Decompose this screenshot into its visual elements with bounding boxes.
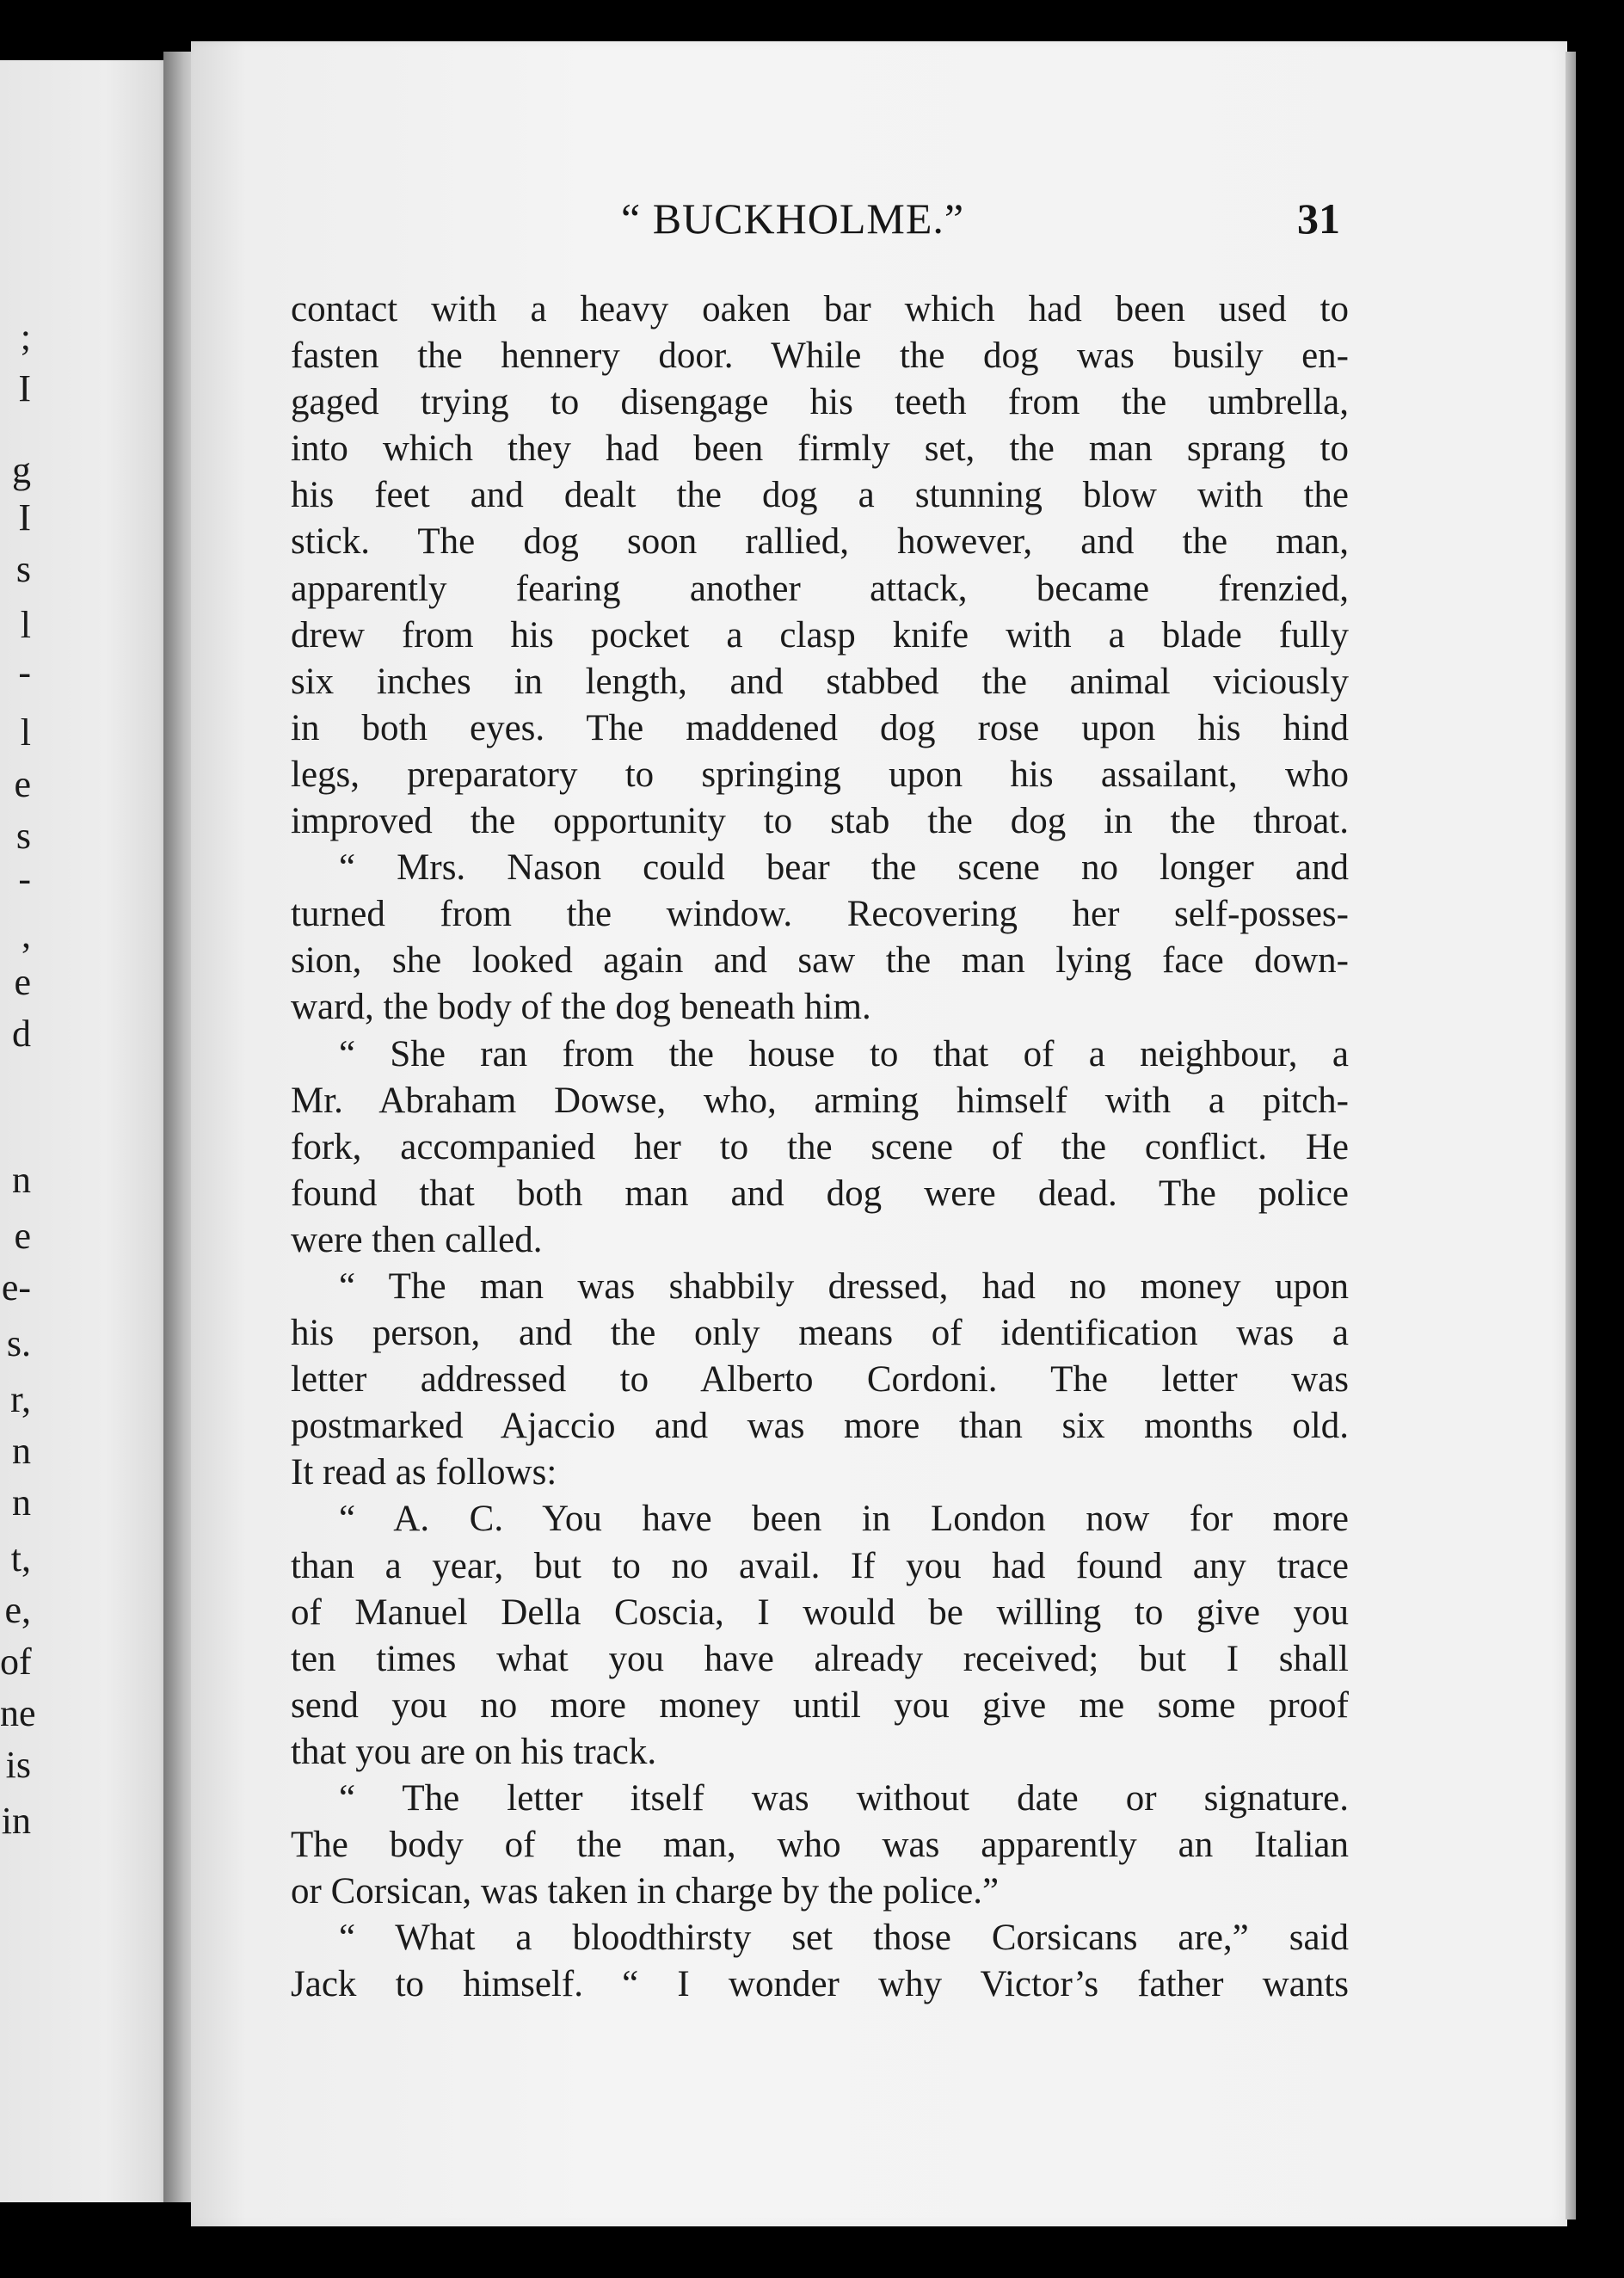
text-line: his feet and dealt the dog a stunning blow with the <box>291 475 1349 516</box>
text-line: “ Mrs. Nason could bear the scene no longer and <box>339 847 1349 889</box>
text-line: or Corsican, was taken in charge by the police.” <box>291 1871 1000 1912</box>
text-line: “ What a bloodthirsty set those Corsicans are,” said <box>339 1918 1349 1959</box>
running-head <box>621 194 1352 254</box>
text-line: his person, and the only means of identification was a <box>291 1313 1349 1354</box>
text-line: six inches in length, and stabbed the animal viciously <box>291 661 1349 702</box>
left-page-fragment: - <box>18 858 31 900</box>
left-page-fragment: n <box>12 1430 31 1472</box>
text-line: letter addressed to Alberto Cordoni. The letter was <box>291 1359 1349 1401</box>
left-page-fragment: s <box>15 815 31 857</box>
text-line: ward, the body of the dog beneath him. <box>291 987 871 1028</box>
text-line: “ A. C. You have been in London now for more <box>339 1499 1349 1540</box>
text-line: “ The man was shabbily dressed, had no money upon <box>339 1265 1349 1307</box>
text-line: send you no more money until you give me some proof <box>291 1684 1349 1726</box>
text-line: Jack to himself. “ I wonder why Victor’s father wants <box>291 1964 1349 2005</box>
left-page-fragment: n <box>12 1481 31 1524</box>
left-page-fragment: e- <box>1 1266 31 1308</box>
text-line: gaged trying to disengage his teeth from the umbrella, <box>291 382 1349 423</box>
text-line: The body of the man, who was apparently an Italian <box>291 1825 1349 1866</box>
left-page-fragment: I <box>18 496 31 539</box>
running-title: “ BUCKHOLME.” <box>621 194 965 243</box>
text-line: ten times what you have already received; but I shall <box>291 1638 1349 1679</box>
text-line: sion, she looked again and saw the man lying face down- <box>291 940 1349 982</box>
text-line: in both eyes. The maddened dog rose upon his hind <box>291 707 1349 748</box>
left-page-fragment: ; <box>20 316 31 358</box>
page-edge-shadow <box>1566 52 1576 2220</box>
left-page-fragment: d <box>12 1013 31 1055</box>
left-page-fragment: e, <box>4 1589 31 1631</box>
left-page-fragment: , <box>22 914 31 956</box>
left-page-fragment: e <box>14 1215 31 1257</box>
text-line: that you are on his track. <box>291 1731 657 1772</box>
left-page-fragment: in <box>1 1800 31 1842</box>
text-line: It read as follows: <box>291 1452 557 1493</box>
text-line: legs, preparatory to springing upon his assailant, who <box>291 754 1349 795</box>
text-line: found that both man and dog were dead. The police <box>291 1173 1349 1214</box>
left-page-text-fragments <box>0 60 176 2202</box>
left-page-fragment: g <box>12 449 31 491</box>
text-line: of Manuel Della Coscia, I would be willing to give you <box>291 1592 1349 1633</box>
left-page-fragment: n <box>12 1159 31 1201</box>
left-page-fragment: s <box>15 548 31 590</box>
left-page-fragment: l <box>20 711 31 754</box>
left-page-fragment: e <box>14 763 31 805</box>
text-line: contact with a heavy oaken bar which had been used to <box>291 289 1349 329</box>
text-line: fork, accompanied her to the scene of the conflict. He <box>291 1126 1349 1167</box>
text-line: fasten the hennery door. While the dog was busily en- <box>291 336 1349 377</box>
text-line: were then called. <box>291 1219 543 1260</box>
left-page-fragment: ne <box>0 1692 36 1734</box>
left-page-fragment: r, <box>10 1378 31 1420</box>
left-page-fragment: s. <box>6 1322 31 1364</box>
text-line: stick. The dog soon rallied, however, and the man, <box>291 521 1349 563</box>
text-line: than a year, but to no avail. If you had found any trace <box>291 1545 1349 1586</box>
left-page-fragment: - <box>18 651 31 693</box>
text-line: improved the opportunity to stab the dog in the throat. <box>291 801 1349 842</box>
left-page-fragment: is <box>5 1744 31 1786</box>
left-page-edge <box>0 60 176 2202</box>
text-line: postmarked Ajaccio and was more than six months old. <box>291 1406 1349 1447</box>
left-page-fragment: e <box>14 961 31 1003</box>
page-number: 31 <box>1297 194 1340 243</box>
left-page-fragment: I <box>18 367 31 409</box>
body-text <box>291 286 1349 2008</box>
text-line: “ She ran from the house to that of a neighbour, a <box>339 1033 1349 1074</box>
left-page-fragment: l <box>20 604 31 646</box>
text-line: “ The letter itself was without date or signature. <box>339 1778 1349 1819</box>
text-line: turned from the window. Recovering her self-posses- <box>291 894 1349 935</box>
text-line: apparently fearing another attack, became frenzied, <box>291 568 1349 609</box>
left-page-fragment: of <box>0 1641 32 1683</box>
text-line: drew from his pocket a clasp knife with a blade fully <box>291 614 1349 656</box>
left-page-fragment: t, <box>10 1537 31 1579</box>
text-line: into which they had been firmly set, the man sprang to <box>291 428 1349 470</box>
text-line: Mr. Abraham Dowse, who, arming himself with a pitch- <box>291 1080 1349 1121</box>
